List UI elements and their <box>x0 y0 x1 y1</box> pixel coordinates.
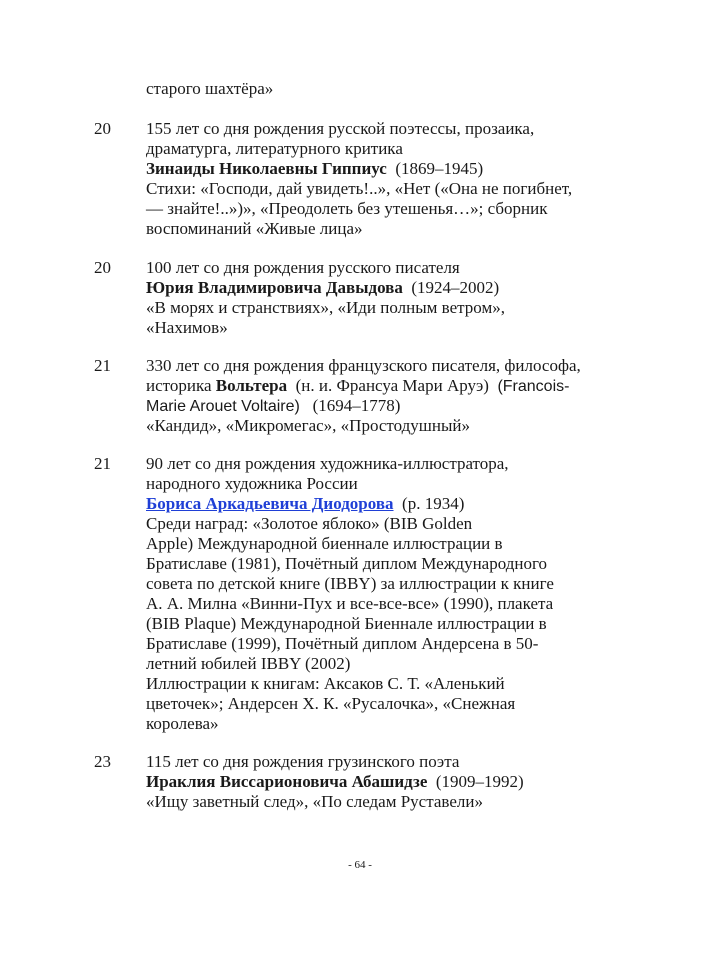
entry-line: 115 лет со дня рождения грузинского поэта <box>146 752 460 771</box>
entry-line: 330 лет со дня рождения французского писателя, философа, <box>146 356 581 375</box>
person-dates: (1694–1778) <box>312 396 401 415</box>
entry-person-line <box>146 376 569 397</box>
entry-line: «Ищу заветный след», «По следам Руставели» <box>146 792 483 811</box>
entry-line: «В морях и странствиях», «Иди полным ветром», <box>146 298 505 317</box>
person-name-link[interactable]: Бориса Аркадьевича Диодорова <box>146 494 394 513</box>
entry-line: 155 лет со дня рождения русской поэтессы, прозаика, <box>146 119 535 138</box>
entry-line: драматурга, литературного критика <box>146 139 403 158</box>
person-foreign-name: (Francois- <box>497 378 570 395</box>
entry-line: Стихи: «Господи, дай увидеть!..», «Нет («Она не погибнет, <box>146 179 573 198</box>
page-number: - 64 - <box>348 859 372 871</box>
entry-line: 100 лет со дня рождения русского писателя <box>146 258 460 277</box>
person-dates: (1869–1945) <box>395 159 484 178</box>
entry-line: Братиславе (1999), Почётный диплом Андерсена в 50- <box>146 634 539 653</box>
entry-line: народного художника России <box>146 474 358 493</box>
person-name: Ираклия Виссарионовича Абашидзе <box>146 772 428 791</box>
entry-line: Братиславе (1981), Почётный диплом Международного <box>146 554 548 573</box>
person-name: Юрия Владимировича Давыдова <box>146 278 403 297</box>
person-name: Зинаиды Николаевны Гиппиус <box>146 159 387 178</box>
person-dates: (1924–2002) <box>411 278 500 297</box>
entry-line: цветочек»; Андерсен Х. К. «Русалочка», «Снежная <box>146 694 516 713</box>
person-foreign-name: Marie Arouet Voltaire) <box>146 398 300 415</box>
entry-line: — знайте!..»)», «Преодолеть без утешенья…»; сборник <box>146 199 548 218</box>
entry-person-line <box>146 159 483 179</box>
entry-person-line <box>146 278 499 298</box>
entry-line: Среди наград: «Золотое яблоко» (BIB Golden <box>146 514 473 533</box>
entry-day: 20 <box>94 119 111 138</box>
entry-line: совета по детской книге (IBBY) за иллюстрации к книге <box>146 574 554 593</box>
entry-person-line <box>146 396 400 417</box>
entry-day: 23 <box>94 752 111 771</box>
entry-line: (BIB Plaque) Международной Биеннале иллюстрации в <box>146 614 547 633</box>
entry-line: королева» <box>146 714 219 733</box>
entry-line: «Нахимов» <box>146 318 228 337</box>
entry-line: Иллюстрации к книгам: Аксаков С. Т. «Аленький <box>146 674 505 693</box>
entry-line: «Кандид», «Микромегас», «Простодушный» <box>146 416 470 435</box>
entry-line: 90 лет со дня рождения художника-иллюстратора, <box>146 454 509 473</box>
continued-line: старого шахтёра» <box>146 79 274 98</box>
entry-person-line <box>146 494 464 514</box>
person-dates: (1909–1992) <box>435 772 524 791</box>
entry-day: 20 <box>94 258 111 277</box>
entry-text: историка <box>146 376 212 395</box>
entry-line: воспоминаний «Живые лица» <box>146 219 363 238</box>
entry-day: 21 <box>94 454 111 473</box>
entry-line: Apple) Международной биеннале иллюстрации в <box>146 534 503 553</box>
entry-line: летний юбилей IBBY (2002) <box>146 654 351 673</box>
person-alt-name: (н. и. Франсуа Мари Аруэ) <box>295 376 489 395</box>
entry-day: 21 <box>94 356 111 375</box>
entry-person-line <box>146 772 524 792</box>
person-name: Вольтера <box>215 376 288 395</box>
person-dates: (р. 1934) <box>402 494 465 513</box>
entry-line: А. А. Милна «Винни-Пух и все-все-все» (1990), плакета <box>146 594 554 613</box>
